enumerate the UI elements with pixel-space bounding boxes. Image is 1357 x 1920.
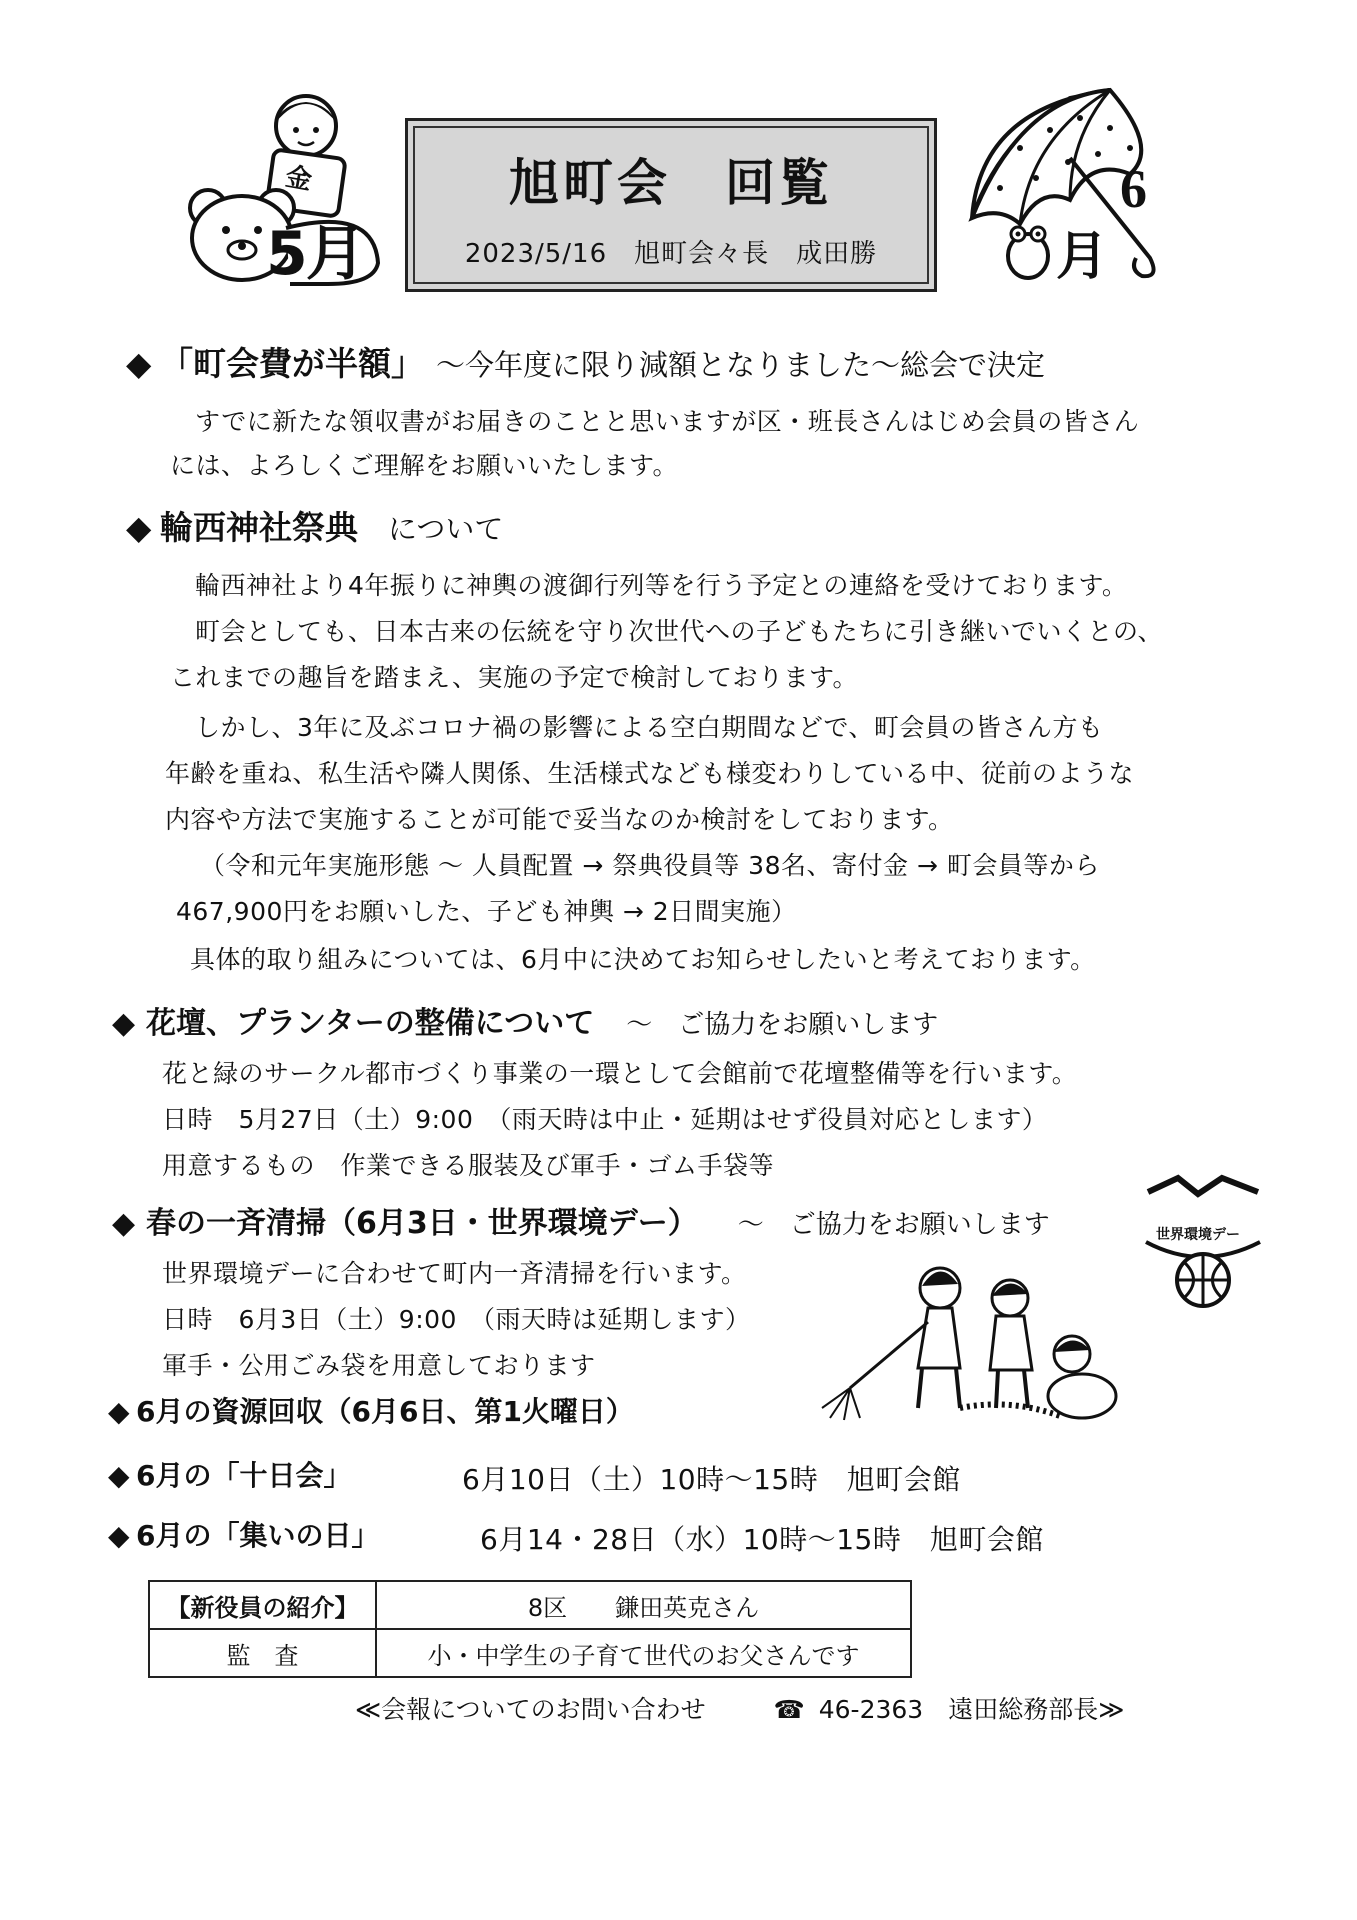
tokakai-detail: 6月10日（土）10時～15時 旭町会館 (462, 1463, 961, 1496)
shrine-line-8: 467,900円をお願いした、子ども神輿 → 2日間実施） (176, 897, 797, 926)
bullet-icon: ◆ (108, 1395, 130, 1428)
title-box (405, 118, 937, 292)
shrine-line-7: （令和元年実施形態 ～ 人員配置 → 祭典役員等 38名、寄付金 → 町会員等から (200, 851, 1100, 880)
tsudoi-title: 6月の「集いの日」 (136, 1519, 380, 1552)
fee-title: 「町会費が半額」 (160, 344, 424, 383)
cleanup-line-3: 軍手・公用ごみ袋を用意しております (162, 1351, 596, 1380)
officer-intro-label: 【新役員の紹介】 (149, 1581, 376, 1629)
bear-illustration (178, 88, 388, 288)
environment-day-logo (1138, 1172, 1268, 1312)
flower-title: 花壇、プランターの整備について (146, 1006, 595, 1041)
shrine-subtitle: について (388, 512, 504, 546)
shrine-line-4: しかし、3年に及ぶコロナ禍の影響による空白期間などで、町会員の皆さん方も (195, 713, 1104, 742)
shrine-heading (126, 502, 503, 549)
new-officer-table (148, 1580, 912, 1678)
cleanup-title: 春の一斉清掃（6月3日・世界環境デー） (146, 1206, 698, 1241)
environment-day-logo-text: 世界環境デー (1156, 1227, 1240, 1243)
date-author-line: 2023/5/16 旭町会々長 成田勝 (464, 239, 878, 269)
recycle-heading (108, 1390, 634, 1430)
fee-heading (126, 338, 1045, 385)
flower-line-1: 花と緑のサークル都市づくり事業の一環として会館前で花壇整備等を行います。 (162, 1059, 1078, 1088)
flower-subtitle: ～ ご協力をお願いします (626, 1010, 939, 1040)
bullet-icon: ◆ (108, 1459, 130, 1492)
tokakai-title: 6月の「十日会」 (136, 1459, 352, 1492)
umbrella-illustration (960, 78, 1180, 288)
officer-description: 小・中学生の子育て世代のお父さんです (376, 1629, 911, 1677)
contact-footer (355, 1690, 1124, 1726)
cleaning-illustration (810, 1258, 1130, 1428)
shrine-title: 輪西神社祭典 (160, 508, 358, 547)
bullet-icon: ◆ (112, 1006, 136, 1041)
page-title: 旭町会 回覧 (509, 154, 833, 212)
recycle-title: 6月の資源回収（6月6日、第1火曜日） (136, 1395, 634, 1428)
bullet-icon: ◆ (126, 508, 152, 547)
phone-icon: ☎ (773, 1695, 805, 1724)
shrine-line-2: 町会としても、日本古来の伝統を守り次世代への子どもたちに引き継いでいくとの、 (195, 617, 1164, 646)
bullet-icon: ◆ (108, 1519, 130, 1552)
tsudoi-detail: 6月14・28日（水）10時～15時 旭町会館 (480, 1523, 1044, 1556)
right-month-suffix: 月 (1056, 227, 1109, 287)
cleanup-heading (112, 1198, 1050, 1242)
contact-number: 46-2363 遠田総務部長≫ (818, 1695, 1125, 1724)
contact-label: ≪会報についてのお問い合わせ (355, 1695, 706, 1724)
flower-line-3: 用意するもの 作業できる服装及び軍手・ゴム手袋等 (162, 1151, 775, 1180)
shrine-line-5: 年齢を重ね、私生活や隣人関係、生活様式なども様変わりしている中、従前のような (165, 759, 1135, 788)
shrine-line-6: 内容や方法で実施することが可能で妥当なのか検討をしております。 (165, 805, 954, 834)
shrine-line-1: 輪西神社より4年振りに神輿の渡御行列等を行う予定との連絡を受けております。 (195, 571, 1128, 600)
shrine-line-9: 具体的取り組みについては、6月中に決めてお知らせしたいと考えております。 (190, 945, 1096, 974)
officer-name: 8区 鎌田英克さん (376, 1581, 911, 1629)
fee-subtitle: ～今年度に限り減額となりました～総会で決定 (436, 348, 1046, 382)
fee-line-1: すでに新たな領収書がお届きのことと思いますが区・班長さんはじめ会員の皆さん (195, 407, 1140, 436)
bullet-icon: ◆ (112, 1206, 136, 1241)
left-month-label: 5月 (266, 219, 364, 289)
table-row (149, 1581, 911, 1629)
officer-role: 監 査 (149, 1629, 376, 1677)
tokakai-heading (108, 1454, 351, 1494)
bullet-icon: ◆ (126, 344, 152, 383)
flower-heading (112, 998, 938, 1042)
shrine-line-3: これまでの趣旨を踏まえ、実施の予定で検討しております。 (170, 663, 859, 692)
cleanup-subtitle: ～ ご協力をお願いします (737, 1210, 1050, 1240)
money-badge: 金 (283, 161, 314, 196)
right-month-number: 6 (1120, 159, 1147, 219)
table-row (149, 1629, 911, 1677)
tsudoi-heading (108, 1514, 379, 1554)
children-sweeping-icon (810, 1258, 1130, 1428)
fee-line-2: には、よろしくご理解をお願いいたします。 (170, 451, 679, 480)
cleanup-line-2: 日時 6月3日（土）9:00 （雨天時は延期します） (162, 1305, 751, 1334)
flower-line-2: 日時 5月27日（土）9:00 （雨天時は中止・延期はせず役員対応とします） (162, 1105, 1048, 1134)
cleanup-line-1: 世界環境デーに合わせて町内一斉清掃を行います。 (162, 1259, 747, 1288)
